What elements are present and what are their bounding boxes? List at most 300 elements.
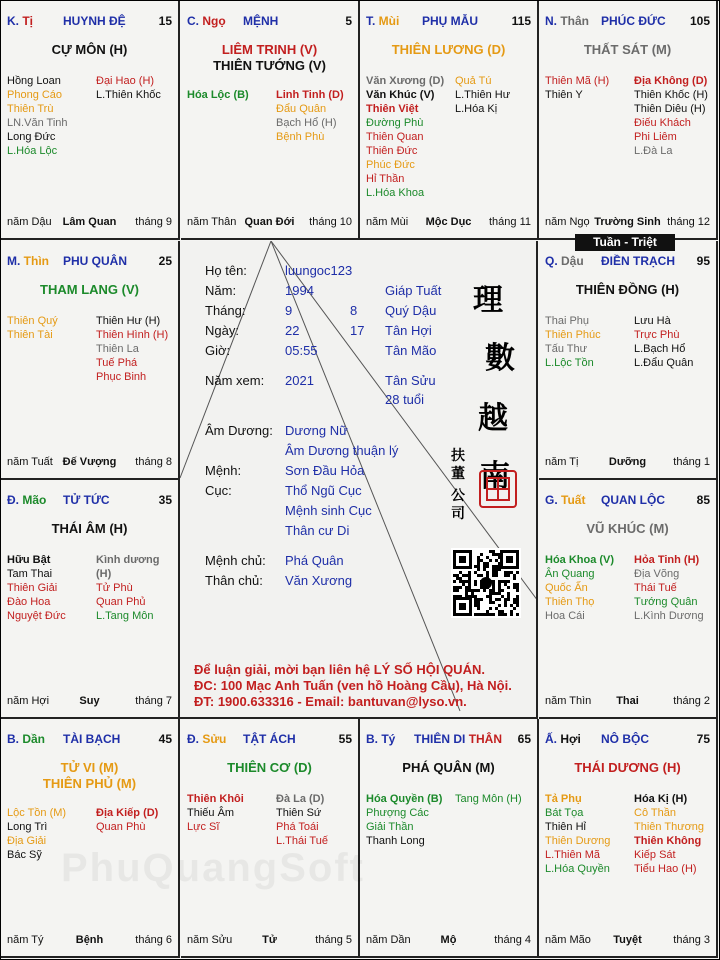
minor-star: Thiên Mã (H) <box>545 75 610 87</box>
main-star: CỰ MÔN (H) <box>51 42 128 57</box>
nam-xem-label: Năm xem: <box>205 373 265 388</box>
minor-star: Tiểu Hao (H) <box>634 863 697 875</box>
palace-ti[interactable] <box>1 1 180 240</box>
calligraphy-char-4: 南 <box>480 459 510 494</box>
ho-ten-value: luungoc123 <box>285 263 353 278</box>
minor-star: Nguyệt Đức <box>7 610 66 622</box>
thang-label: Tháng: <box>205 303 246 318</box>
menh-chu-value: Phá Quân <box>285 553 344 568</box>
palace-header <box>545 493 710 509</box>
minor-stars-left <box>7 74 68 158</box>
palace-name-text: PHU QUÂN <box>63 254 128 268</box>
minor-star: L.Hóa Khoa <box>366 187 425 199</box>
minor-star: Hỏa Tinh (H) <box>634 554 700 566</box>
minor-star: Thiên Việt <box>366 103 419 115</box>
palace-month: tháng 5 <box>315 934 352 946</box>
minor-star: L.Thái Tuế <box>276 835 328 847</box>
palace-branch: Thân <box>560 14 590 28</box>
palace-stage: Tử <box>262 934 277 946</box>
palace-header <box>545 732 710 748</box>
palace-name <box>63 254 127 268</box>
palace-stem: Q. <box>545 254 562 268</box>
main-star: TỬ VI (M) <box>60 760 119 775</box>
small-calligraphy-2b: 司 <box>451 506 465 522</box>
minor-star: Địa Võng <box>634 568 680 580</box>
minor-star: Phi Liêm <box>634 131 677 143</box>
minor-star: Tang Môn (H) <box>455 793 522 805</box>
minor-star: Văn Khúc (V) <box>366 89 435 101</box>
small-calligraphy-1b: 董 <box>451 466 465 482</box>
nam-label: Năm: <box>205 283 237 298</box>
minor-stars-right <box>276 88 344 144</box>
minor-star: Thiên Khốc (H) <box>634 89 708 101</box>
palace-ty[interactable] <box>360 719 539 958</box>
minor-star: L.Đà La <box>634 145 673 157</box>
minor-star: Phúc Đức <box>366 159 415 171</box>
minor-star: Bát Tọa <box>545 807 584 819</box>
minor-star: L.Lộc Tồn <box>545 357 594 369</box>
minor-star: Tấu Thư <box>545 343 588 355</box>
palace-name-text: NÔ BỘC <box>601 732 649 746</box>
than-chu-value: Văn Xương <box>285 573 353 588</box>
contact-address: ĐC: 100 Mạc Anh Tuấn (ven hồ Hoàng Cầu), Hà Nội. <box>194 678 512 693</box>
minor-star: Thiên Trù <box>7 103 54 115</box>
minor-stars-right <box>634 792 704 876</box>
palace-number: 95 <box>696 254 710 268</box>
palace-stage: Bệnh <box>75 934 104 946</box>
minor-star: Tả Phụ <box>545 793 582 805</box>
minor-star: Phong Cáo <box>7 89 63 101</box>
minor-star: Đào Hoa <box>7 596 51 608</box>
calligraphy-char-1: 理 <box>473 283 503 318</box>
palace-dan[interactable] <box>1 719 180 958</box>
small-calligraphy-1a: 扶 <box>451 448 465 464</box>
palace-name-text: PHÚC ĐỨC <box>601 14 666 28</box>
minor-star: Thiên Hình (H) <box>96 329 169 341</box>
ngay-am: 17 <box>350 323 365 338</box>
small-calligraphy-2a: 公 <box>451 488 465 504</box>
palace-month: tháng 1 <box>673 456 710 468</box>
minor-star: Tuế Phá <box>96 357 138 369</box>
palace-footer <box>7 934 172 948</box>
palace-name <box>63 14 126 28</box>
palace-position <box>7 732 45 746</box>
chart-center-info <box>180 241 538 719</box>
minor-star: Thiên Y <box>545 89 583 101</box>
minor-star: Địa Không (D) <box>634 75 708 87</box>
minor-star: Kình dương (H) <box>96 554 160 580</box>
palace-month: tháng 11 <box>488 216 531 228</box>
minor-star: Địa Giải <box>7 835 47 847</box>
palace-name-text: HUYNH ĐỆ <box>63 14 126 28</box>
calligraphy-char-2: 數 <box>485 341 515 376</box>
palace-stage: Mộ <box>440 934 457 946</box>
palace-name <box>601 732 649 746</box>
palace-stage: Quan Đới <box>244 216 295 228</box>
minor-star: Hồng Loan <box>7 75 61 87</box>
small-calligraphy-2 <box>451 487 467 523</box>
nam-xem-can-chi: Tân Sửu <box>385 373 436 388</box>
palace-stem: G. <box>545 493 562 507</box>
palace-branch: Ngọ <box>202 14 226 28</box>
minor-star: Lưu Hà <box>634 315 671 327</box>
minor-stars-right <box>634 553 704 623</box>
palace-number: 85 <box>696 493 710 507</box>
palace-header <box>7 732 172 748</box>
minor-star: Hoa Cái <box>545 610 585 622</box>
minor-stars-left <box>187 792 244 834</box>
minor-star: Thiên Quý <box>7 315 58 327</box>
minor-star: Thiên Sứ <box>276 807 322 819</box>
palace-footer <box>187 934 352 948</box>
palace-footer <box>7 695 172 709</box>
main-star: THÁI DƯƠNG (H) <box>574 760 681 775</box>
minor-star: Quả Tú <box>455 75 492 87</box>
minor-star: Thiên La <box>96 343 139 355</box>
ngay-duong: 22 <box>285 323 300 338</box>
minor-star: Hỉ Thần <box>366 173 405 185</box>
minor-stars-right <box>96 74 161 102</box>
palace-month: tháng 4 <box>494 934 531 946</box>
palace-name-text: MỆNH <box>243 14 279 28</box>
minor-stars-left <box>187 88 249 102</box>
minor-star: Bạch Hổ (H) <box>276 117 337 129</box>
palace-year: năm Dậu <box>7 216 52 228</box>
palace-stem: Ấ. <box>545 732 561 746</box>
menh-value: Sơn Đầu Hỏa <box>285 463 365 478</box>
palace-name <box>63 493 110 507</box>
palace-footer <box>545 934 710 948</box>
minor-star: L.Thiên Mã <box>545 849 601 861</box>
minor-stars-left <box>7 314 58 342</box>
palace-name-text: TỬ TỨC <box>63 493 110 507</box>
palace-header <box>366 732 531 748</box>
contact-phone-email[interactable]: ĐT: 1900.633316 - Email: bantuvan@lyso.vn. <box>194 694 467 709</box>
ngay-label: Ngày: <box>205 323 239 338</box>
gio-value: 05:55 <box>285 343 318 358</box>
palace-branch: Hợi <box>560 732 581 746</box>
palace-month: tháng 12 <box>667 216 710 228</box>
nam-xem-value: 2021 <box>285 373 314 388</box>
palace-month: tháng 8 <box>135 456 172 468</box>
palace-position <box>545 14 589 28</box>
palace-position <box>545 254 584 268</box>
gio-can-chi: Tân Mão <box>385 343 437 358</box>
minor-star: Thiên Giải <box>7 582 58 594</box>
minor-star: Thiên Không <box>634 835 702 847</box>
palace-year: năm Tị <box>545 456 579 468</box>
palace-branch: Tị <box>22 14 34 28</box>
minor-star: Quốc Ấn <box>545 582 588 594</box>
minor-stars-left <box>7 553 66 623</box>
palace-header <box>187 14 352 30</box>
main-star: LIÊM TRINH (V) <box>221 42 318 57</box>
palace-stage: Lâm Quan <box>62 216 117 228</box>
minor-star: Long Đức <box>7 131 56 143</box>
minor-star: L.Tang Môn <box>96 610 154 622</box>
than-cu-di: Thân cư Di <box>285 523 350 538</box>
minor-star: Hóa Quyền (B) <box>366 793 443 805</box>
palace-year: năm Tuất <box>7 456 53 468</box>
am-duong-ly: Âm Dương thuận lý <box>285 443 399 458</box>
contact-line-1: Để luận giải, mời bạn liên hệ LÝ SỐ HỘI QUÁN. <box>194 662 485 677</box>
minor-star: Thiên Đức <box>366 145 418 157</box>
minor-star: Hữu Bật <box>7 554 51 566</box>
minor-star: Thiên Quan <box>366 131 424 143</box>
am-duong-value: Dương Nữ <box>285 423 348 438</box>
tuoi-value: 28 tuổi <box>385 392 425 407</box>
main-star: THIÊN LƯƠNG (D) <box>391 42 506 57</box>
palace-name <box>601 254 675 268</box>
palace-name <box>243 732 296 746</box>
calligraphy-char-3: 越 <box>478 401 508 436</box>
palace-number: 45 <box>158 732 172 746</box>
palace-footer <box>7 216 172 230</box>
main-star: PHÁ QUÂN (M) <box>402 760 495 775</box>
palace-name <box>63 732 120 746</box>
minor-stars-left <box>545 314 601 370</box>
main-star: THẤT SÁT (M) <box>583 42 672 57</box>
palace-name <box>243 14 278 28</box>
palace-position <box>187 732 226 746</box>
minor-stars-right <box>96 314 168 384</box>
minor-star: Đà La (D) <box>276 793 325 805</box>
palace-month: tháng 7 <box>135 695 172 707</box>
palace-branch: Mão <box>22 493 47 507</box>
palace-stem: B. <box>7 732 23 746</box>
minor-star: Quan Phủ <box>96 596 146 608</box>
palace-footer <box>366 216 531 230</box>
palace-position <box>366 14 399 28</box>
minor-star: Long Trì <box>7 821 48 833</box>
minor-star: Văn Xương (D) <box>366 75 445 87</box>
palace-stem: C. <box>187 14 203 28</box>
palace-header <box>7 254 172 270</box>
thang-am: 8 <box>350 303 358 318</box>
main-star: THIÊN CƠ (D) <box>227 760 312 775</box>
minor-star: L.Kình Dương <box>634 610 704 622</box>
qr-code-pattern <box>451 548 521 618</box>
palace-stem: Đ. <box>187 732 203 746</box>
palace-footer <box>545 216 710 230</box>
minor-star: Cô Thần <box>634 807 676 819</box>
palace-footer <box>545 695 710 709</box>
palace-name <box>601 14 666 28</box>
minor-star: Thiên Dương <box>545 835 611 847</box>
palace-name-text: PHỤ MẪU <box>422 14 478 28</box>
minor-star: Thiên Diêu (H) <box>634 103 706 115</box>
palace-than[interactable] <box>539 1 718 240</box>
palace-year: năm Tý <box>7 934 44 946</box>
minor-star: Bệnh Phù <box>276 131 325 143</box>
palace-mao[interactable] <box>1 480 180 719</box>
than-chu-label: Thân chủ: <box>205 573 263 588</box>
palace-dau[interactable] <box>539 241 718 480</box>
palace-header <box>545 254 710 270</box>
minor-stars-right <box>455 74 510 116</box>
nam-value: 1994 <box>285 283 314 298</box>
cuc-label: Cục: <box>205 483 232 498</box>
palace-branch: Tuất <box>561 493 586 507</box>
palace-year: năm Thìn <box>545 695 592 707</box>
palace-stage: Mộc Dục <box>425 216 472 228</box>
minor-star: Lực Sĩ <box>187 821 220 833</box>
palace-position <box>7 493 46 507</box>
minor-stars-left <box>366 74 444 200</box>
palace-thin[interactable] <box>1 241 180 480</box>
palace-ngo[interactable] <box>181 1 360 240</box>
palace-name-text: QUAN LỘC <box>601 493 665 507</box>
palace-branch: Dần <box>22 732 46 746</box>
palace-position <box>7 14 33 28</box>
palace-stem: Đ. <box>7 493 23 507</box>
palace-stem: T. <box>366 14 379 28</box>
minor-star: LN.Văn Tinh <box>7 117 68 129</box>
palace-header <box>7 14 172 30</box>
palace-number: 105 <box>689 14 710 28</box>
main-star: VŨ KHÚC (M) <box>586 521 669 536</box>
minor-stars-right <box>96 553 174 623</box>
palace-number: 115 <box>511 14 531 28</box>
palace-stage: Dưỡng <box>608 456 647 468</box>
palace-number: 65 <box>517 732 531 746</box>
minor-star: Thai Phụ <box>545 315 590 327</box>
palace-branch: Mùi <box>378 14 400 28</box>
palace-stage: Suy <box>79 695 100 707</box>
minor-star: Đại Hao (H) <box>96 75 155 87</box>
palace-stem: N. <box>545 14 561 28</box>
minor-star: Tướng Quân <box>634 596 698 608</box>
palace-year: năm Dần <box>366 934 411 946</box>
minor-star: Tử Phù <box>96 582 133 594</box>
minor-stars-right <box>634 74 708 158</box>
palace-stem: B. <box>366 732 382 746</box>
minor-star: Giải Thần <box>366 821 414 833</box>
palace-tuat[interactable] <box>539 480 718 719</box>
main-star: THAM LANG (V) <box>40 282 139 297</box>
red-seal-stamp <box>479 470 517 508</box>
ho-ten-label: Họ tên: <box>205 263 247 278</box>
palace-number: 25 <box>158 254 172 268</box>
palace-name-text: THIÊN DI <box>414 732 466 746</box>
palace-footer <box>187 216 352 230</box>
minor-stars-left <box>7 806 66 862</box>
palace-mui[interactable] <box>360 1 539 240</box>
qr-code[interactable] <box>451 548 521 618</box>
minor-star: Quan Phù <box>96 821 146 833</box>
palace-year: năm Mùi <box>366 216 409 228</box>
palace-number: 5 <box>345 14 352 28</box>
minor-stars-right <box>276 792 328 848</box>
palace-hoi[interactable] <box>539 719 718 958</box>
minor-star: Thái Tuế <box>634 582 677 594</box>
palace-name <box>601 493 665 507</box>
palace-year: năm Hợi <box>7 695 50 707</box>
palace-name <box>422 14 478 28</box>
palace-number: 35 <box>158 493 172 507</box>
minor-star: L.Đẩu Quân <box>634 357 694 369</box>
cuc-value: Thổ Ngũ Cục <box>285 483 362 498</box>
minor-star: Hóa Khoa (V) <box>545 554 615 566</box>
palace-month: tháng 6 <box>135 934 172 946</box>
palace-position <box>545 493 585 507</box>
palace-footer <box>545 456 710 470</box>
minor-star: Phục Binh <box>96 371 147 383</box>
palace-name-text: ĐIỀN TRẠCH <box>601 254 675 268</box>
palace-stage: Trường Sinh <box>594 216 661 228</box>
minor-stars-right <box>455 792 522 806</box>
small-calligraphy-1 <box>451 447 467 483</box>
minor-stars-left <box>545 792 610 876</box>
palace-stem: K. <box>7 14 23 28</box>
palace-suu[interactable] <box>181 719 360 958</box>
palace-number: 55 <box>338 732 352 746</box>
than-marker: THÂN <box>468 732 503 746</box>
minor-star: Thiếu Âm <box>187 807 235 819</box>
minor-star: Thiên Tài <box>7 329 53 341</box>
minor-stars-right <box>634 314 693 370</box>
palace-footer <box>7 456 172 470</box>
palace-position <box>7 254 49 268</box>
minor-star: Điếu Khách <box>634 117 691 129</box>
palace-year: năm Ngọ <box>545 216 590 228</box>
minor-star: Ân Quang <box>545 568 595 580</box>
minor-star: Hóa Kị (H) <box>634 793 688 805</box>
minor-star: L.Thiên Khốc <box>96 89 161 101</box>
thang-duong: 9 <box>285 303 293 318</box>
palace-year: năm Thân <box>187 216 237 228</box>
minor-star: L.Thiên Hư <box>455 89 511 101</box>
watermark: PhuQuangSoft <box>61 846 365 890</box>
minor-star: Thiên Phúc <box>545 329 601 341</box>
palace-branch: Thìn <box>23 254 49 268</box>
palace-year: năm Mão <box>545 934 591 946</box>
main-star: THIÊN TƯỚNG (V) <box>213 58 326 73</box>
palace-stage: Tuyệt <box>613 934 642 946</box>
seal-glyph <box>481 472 515 506</box>
palace-month: tháng 3 <box>673 934 710 946</box>
minor-star: Đường Phù <box>366 117 424 129</box>
minor-star: Trực Phù <box>634 329 680 341</box>
nam-can-chi: Giáp Tuất <box>385 283 442 298</box>
minor-star: L.Bạch Hổ <box>634 343 686 355</box>
minor-star: Tam Thai <box>7 568 53 580</box>
palace-name-text: TẬT ÁCH <box>243 732 296 746</box>
main-star: THÁI ÂM (H) <box>51 521 128 536</box>
palace-month: tháng 2 <box>673 695 710 707</box>
minor-star: Linh Tinh (D) <box>276 89 344 101</box>
minor-star: Thiên Thương <box>634 821 705 833</box>
gio-label: Giờ: <box>205 343 231 358</box>
palace-branch: Sửu <box>202 732 227 746</box>
palace-header <box>366 14 531 30</box>
menh-label: Mệnh: <box>205 463 242 478</box>
minor-star: Bác Sỹ <box>7 849 42 861</box>
palace-month: tháng 9 <box>135 216 172 228</box>
minor-stars-left <box>545 553 614 623</box>
minor-star: Thiên Hỉ <box>545 821 586 833</box>
menh-chu-label: Mệnh chủ: <box>205 553 266 568</box>
minor-star: L.Hóa Quyền <box>545 863 610 875</box>
palace-footer <box>366 934 531 948</box>
main-star: THIÊN ĐỒNG (H) <box>575 282 680 297</box>
palace-header <box>7 493 172 509</box>
palace-position <box>187 14 226 28</box>
palace-year: năm Sửu <box>187 934 233 946</box>
minor-star: Thiên Khôi <box>187 793 244 805</box>
palace-header <box>187 732 352 748</box>
minor-star: Kiếp Sát <box>634 849 676 861</box>
